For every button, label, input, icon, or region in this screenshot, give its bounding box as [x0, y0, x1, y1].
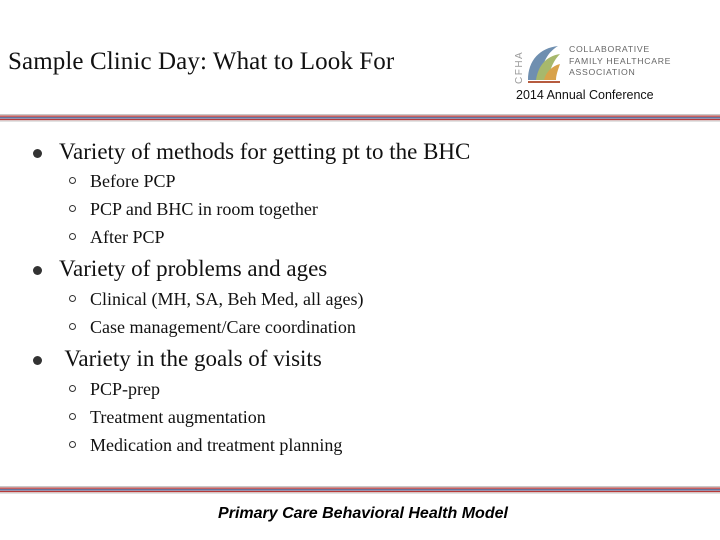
- sub-bullet-ring-icon: [69, 295, 76, 302]
- sub-bullet-text: Clinical (MH, SA, Beh Med, all ages): [90, 289, 364, 309]
- sub-bullet-text: Medication and treatment planning: [90, 435, 343, 455]
- sub-bullet-ring-icon: [69, 441, 76, 448]
- sub-bullet-text: PCP-prep: [90, 379, 161, 399]
- bottom-divider: [0, 486, 720, 494]
- sub-bullet-ring-icon: [69, 413, 76, 420]
- footer-text: Primary Care Behavioral Health Model: [218, 505, 508, 522]
- sub-bullet-text: PCP and BHC in room together: [90, 199, 318, 219]
- bullet-text: Variety in the goals of visits: [59, 346, 322, 371]
- logo-line: ASSOCIATION: [569, 67, 636, 77]
- sub-bullet-ring-icon: [69, 177, 76, 184]
- logo-line: FAMILY HEALTHCARE: [569, 55, 672, 66]
- bullet-text: Variety of problems and ages: [59, 256, 328, 281]
- bullet-dot-icon: [33, 356, 42, 365]
- slide-footer: [0, 505, 720, 523]
- sub-bullet-text: After PCP: [90, 227, 165, 247]
- sub-bullet-ring-icon: [69, 205, 76, 212]
- sub-bullet-ring-icon: [69, 233, 76, 240]
- logo-line: COLLABORATIVE: [569, 44, 650, 54]
- conference-label: 2014 Annual Conference: [516, 88, 654, 102]
- sub-bullet-ring-icon: [69, 385, 76, 392]
- sub-bullet-ring-icon: [69, 323, 76, 330]
- sub-bullet-text: Case management/Care coordination: [90, 317, 356, 337]
- logo-acronym: CFHA: [514, 50, 525, 84]
- bullet-dot-icon: [33, 266, 42, 275]
- slide-title: Sample Clinic Day: What to Look For: [8, 48, 395, 75]
- sub-bullet-text: Before PCP: [90, 171, 176, 191]
- sub-bullet-text: Treatment augmentation: [90, 407, 266, 427]
- bullet-text: Variety of methods for getting pt to the BHC: [59, 139, 471, 164]
- bullet-dot-icon: [33, 149, 42, 158]
